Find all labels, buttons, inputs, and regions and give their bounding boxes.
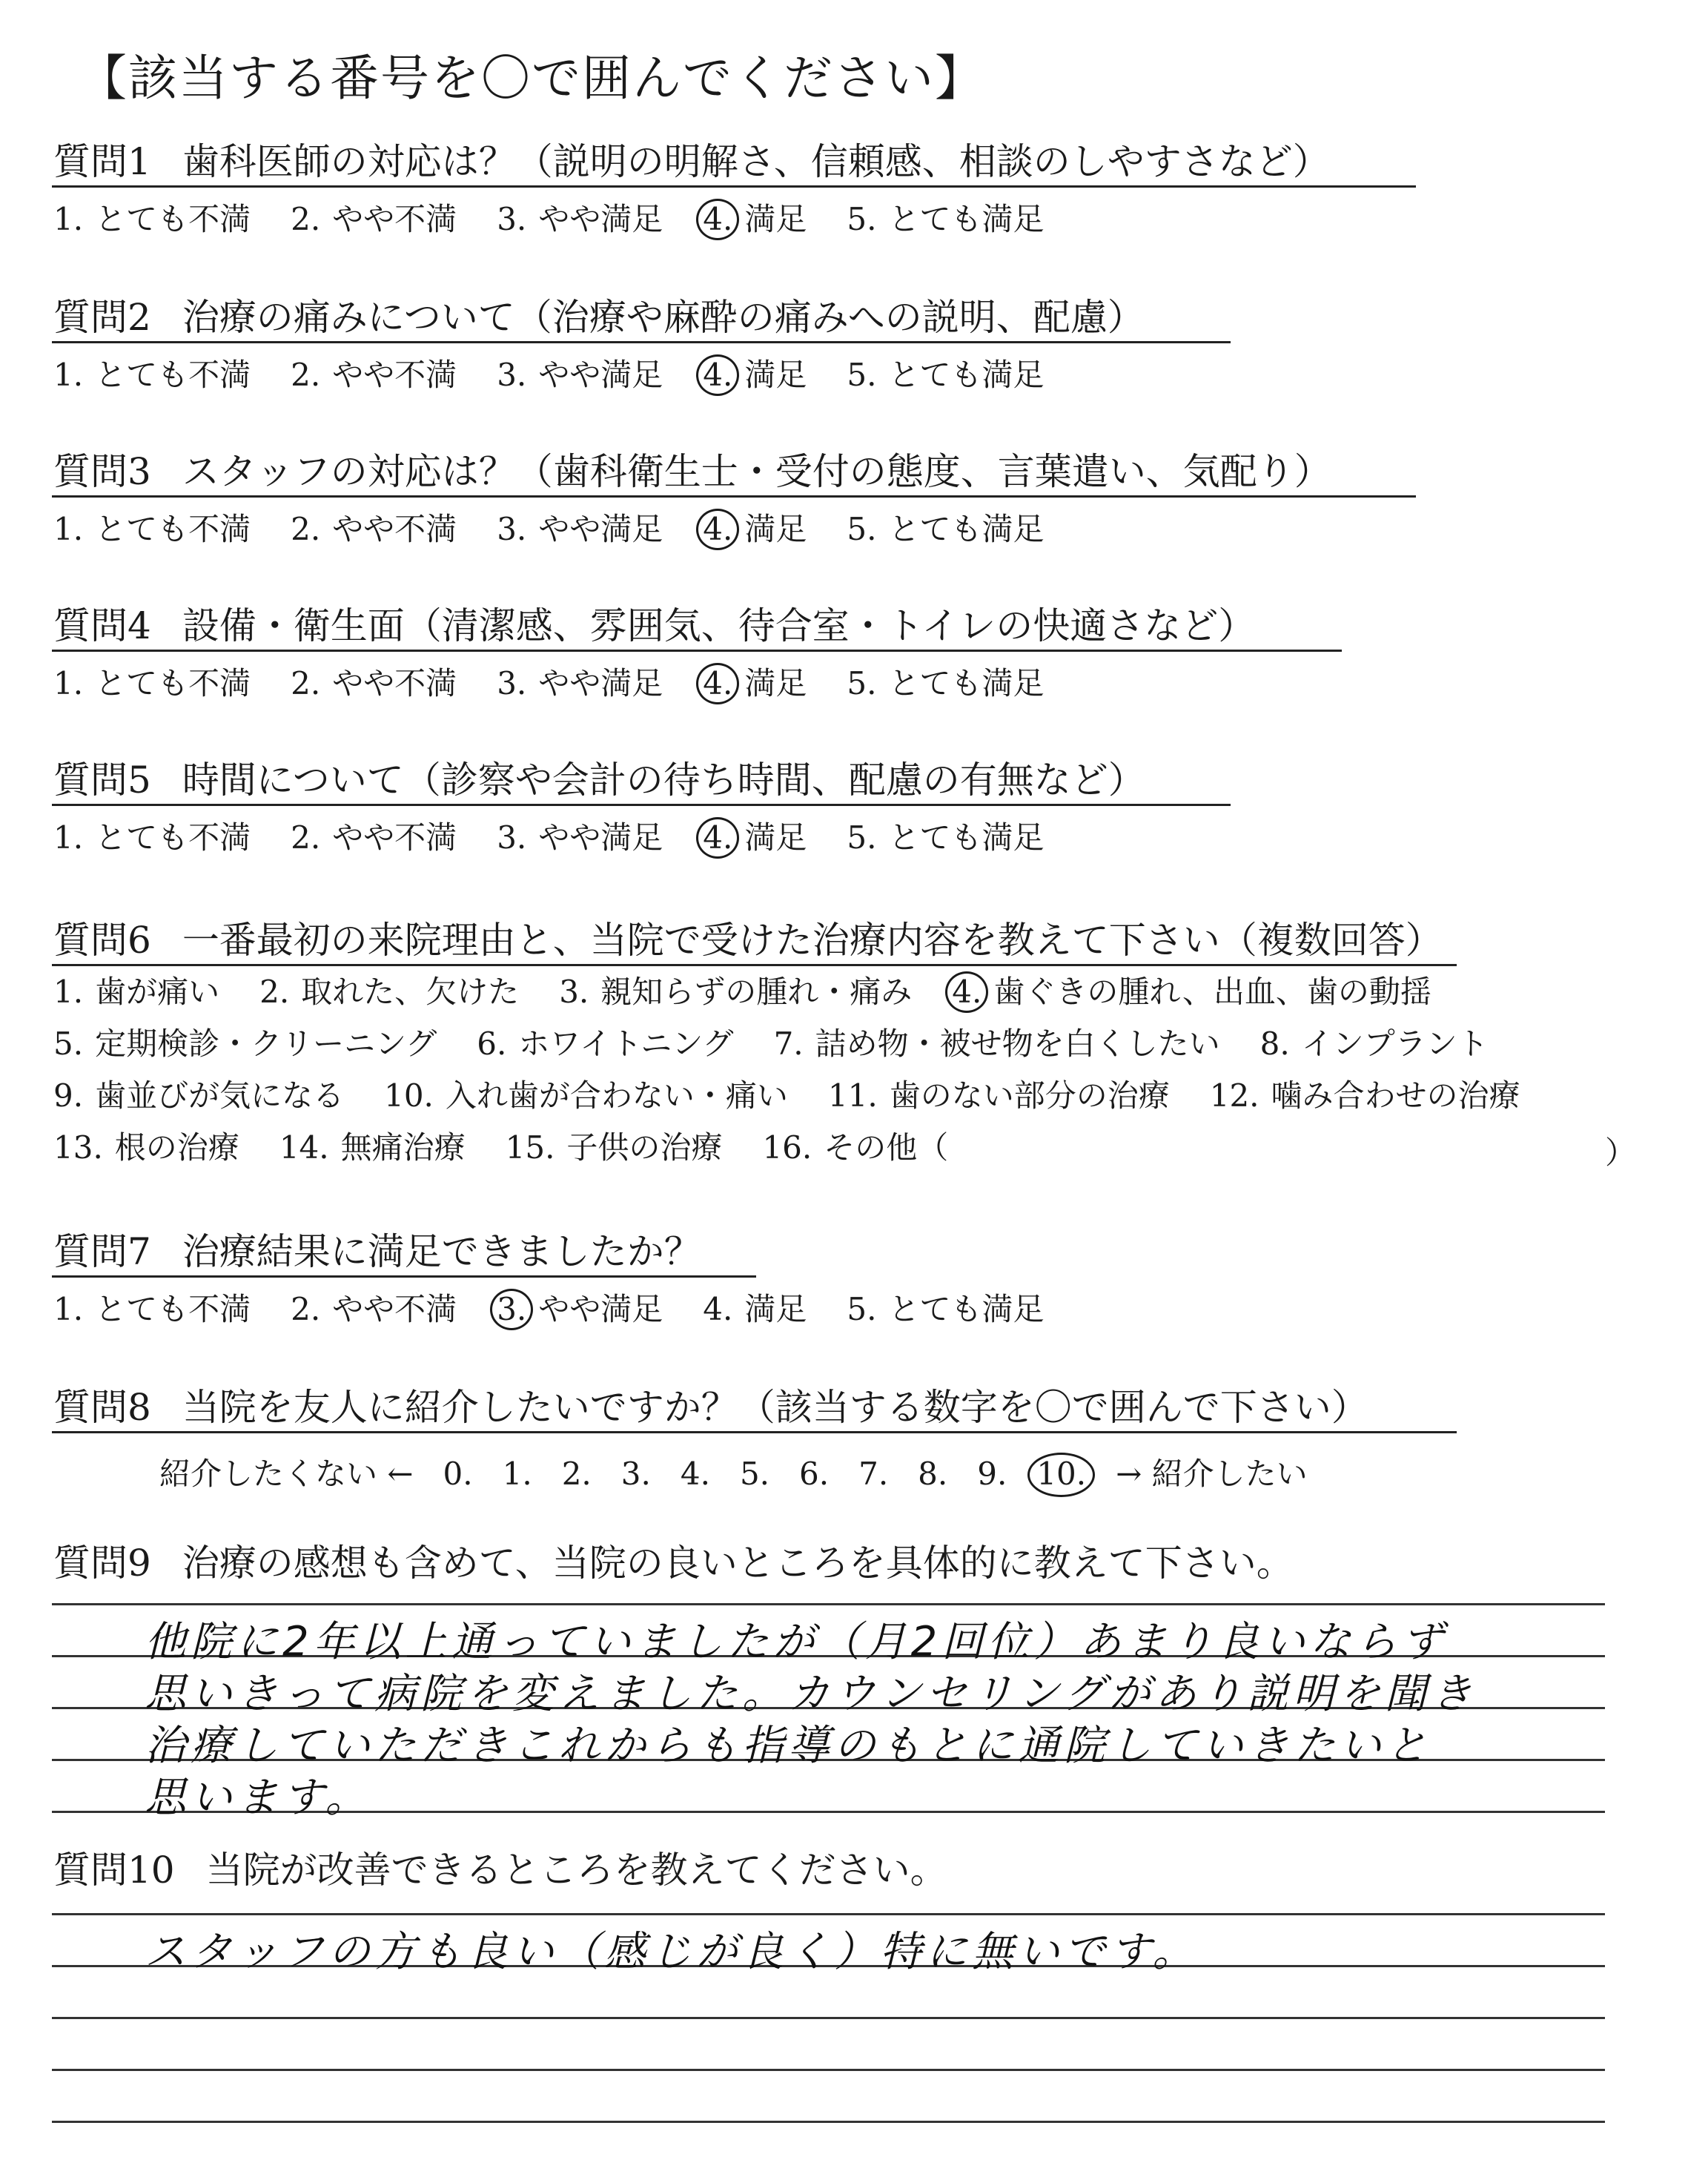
scale-value: 5. — [739, 1456, 770, 1492]
answer-line — [52, 2017, 1605, 2019]
rating-option: 4. 満足 — [703, 201, 807, 237]
q6-option: 6. ホワイトニング — [477, 1025, 734, 1062]
page-title: 【該当する番号を〇で囲んでください】 — [78, 50, 985, 107]
handwritten-answer: 治療していただきこれからも指導のもとに通院していきたいと — [145, 1722, 1431, 1770]
question-text: 歯科医師の対応は？（説明の明解さ、信頼感、相談のしやすさなど） — [182, 140, 1330, 183]
question-2-heading — [53, 295, 1145, 340]
option-number: 2. — [291, 1291, 321, 1327]
rating-option: 3. やや満足 — [497, 819, 663, 856]
q6-option: 11. 歯のない部分の治療 — [827, 1077, 1170, 1114]
rating-option: 2. やや不満 — [291, 201, 457, 237]
circled-number: 3. — [497, 1291, 527, 1327]
question-label: 質問3 — [53, 450, 151, 493]
q6-option: 12. 噛み合わせの治療 — [1209, 1077, 1520, 1114]
scale-value: 6. — [799, 1456, 830, 1492]
question-text: スタッフの対応は？（歯科衛生士・受付の態度、言葉遣い、気配り） — [182, 450, 1331, 493]
q10-heading — [53, 1848, 947, 1892]
option-number: 2. — [291, 511, 321, 547]
question-5-options — [53, 819, 1084, 857]
q6-option: 14. 無痛治療 — [279, 1129, 466, 1166]
option-number: 1. — [53, 974, 84, 1010]
option-number: 5. — [847, 201, 877, 237]
option-number: 14. — [279, 1129, 329, 1166]
option-number: 3. — [497, 819, 527, 856]
circled-number: 4. — [703, 511, 733, 547]
q6-option-row — [53, 973, 1472, 1011]
option-number: 1. — [53, 511, 84, 547]
q8-heading — [53, 1385, 1368, 1430]
option-number: 12. — [1209, 1077, 1260, 1114]
option-number: 15. — [505, 1129, 555, 1166]
rating-option: 4. 満足 — [703, 819, 807, 856]
rating-option: 1. とても不満 — [53, 357, 251, 393]
question-2-options — [53, 356, 1084, 394]
option-number: 16. — [762, 1129, 812, 1166]
q6-label: 質問6 — [53, 919, 151, 962]
scale-value: 10. — [1036, 1456, 1087, 1492]
answer-line — [52, 1913, 1605, 1915]
rating-option: 1. とても不満 — [53, 1291, 251, 1327]
rating-option: 2. やや不満 — [291, 357, 457, 393]
q6-option: 7. 詰め物・被せ物を白くしたい — [773, 1025, 1220, 1062]
question-text: 時間について（診察や会計の待ち時間、配慮の有無など） — [182, 759, 1145, 802]
option-number: 7. — [773, 1025, 804, 1062]
question-underline — [52, 341, 1231, 343]
circled-number: 4. — [703, 357, 733, 393]
option-number: 2. — [291, 357, 321, 393]
rating-option: 1. とても不満 — [53, 665, 251, 701]
rating-option: 2. やや不満 — [291, 511, 457, 547]
rating-option: 4. 満足 — [703, 357, 807, 393]
circled-number: 4. — [703, 819, 733, 856]
question-text: 設備・衛生面（清潔感、雰囲気、待合室・トイレの快適さなど） — [182, 604, 1256, 647]
question-label: 質問5 — [53, 759, 151, 802]
q8-scale — [159, 1450, 1337, 1494]
circled-number: 4. — [703, 665, 733, 701]
question-text: 治療の痛みについて（治療や麻酔の痛みへの説明、配慮） — [182, 296, 1145, 339]
q6-option: 16. その他（ — [762, 1129, 949, 1166]
answer-line — [52, 1603, 1605, 1605]
circled-number: 4. — [952, 974, 982, 1010]
question-4-options — [53, 664, 1084, 703]
question-label: 質問4 — [53, 604, 151, 647]
rating-option: 5. とても満足 — [847, 819, 1045, 856]
rating-option: 4. 満足 — [703, 1291, 807, 1327]
q6-option: 15. 子供の治療 — [505, 1129, 723, 1166]
question-4-heading — [53, 604, 1255, 648]
q6-option: 2. 取れた、欠けた — [259, 974, 520, 1010]
scale-value: 2. — [561, 1456, 592, 1492]
option-number: 1. — [53, 665, 84, 701]
option-number: 3. — [497, 665, 527, 701]
rating-option: 1. とても不満 — [53, 201, 251, 237]
q6-option-row — [53, 1129, 988, 1167]
q7-heading — [53, 1229, 701, 1274]
scale-left-label: 紹介したくない ← — [159, 1456, 414, 1492]
option-number: 13. — [53, 1129, 103, 1166]
option-number: 5. — [847, 819, 877, 856]
scale-right-label: → 紹介したい — [1116, 1456, 1308, 1492]
rating-option: 3. やや満足 — [497, 511, 663, 547]
option-number: 5. — [847, 665, 877, 701]
option-number: 3. — [559, 974, 589, 1010]
q6-heading — [53, 918, 1443, 962]
rating-option: 4. 満足 — [703, 665, 807, 701]
scale-value: 7. — [858, 1456, 889, 1492]
option-number: 2. — [291, 665, 321, 701]
q6-other-close: ） — [1605, 1135, 1637, 1171]
option-number: 8. — [1260, 1025, 1290, 1062]
option-number: 11. — [827, 1077, 878, 1114]
scale-value: 4. — [680, 1456, 710, 1492]
q6-option: 5. 定期検診・クリーニング — [53, 1025, 437, 1062]
option-number: 9. — [53, 1077, 84, 1114]
q6-option: 10. 入れ歯が合わない・痛い — [384, 1077, 788, 1114]
rating-option: 3. やや満足 — [497, 1291, 663, 1327]
q6-underline — [52, 964, 1457, 966]
rating-option: 5. とても満足 — [847, 511, 1045, 547]
option-number: 5. — [53, 1025, 84, 1062]
rating-option: 4. 満足 — [703, 511, 807, 547]
q6-option: 13. 根の治療 — [53, 1129, 239, 1166]
q6-option: 1. 歯が痛い — [53, 974, 220, 1010]
q6-option-row — [53, 1077, 1560, 1115]
q6-option: 4. 歯ぐきの腫れ、出血、歯の動揺 — [952, 974, 1431, 1010]
option-number: 5. — [847, 511, 877, 547]
q7-options — [53, 1290, 1084, 1329]
rating-option: 5. とても満足 — [847, 357, 1045, 393]
option-number: 3. — [497, 357, 527, 393]
rating-option: 1. とても不満 — [53, 511, 251, 547]
rating-option: 3. やや満足 — [497, 665, 663, 701]
q6-option-row — [53, 1025, 1529, 1063]
option-number: 5. — [847, 357, 877, 393]
rating-option: 2. やや不満 — [291, 665, 457, 701]
option-number: 4. — [703, 1291, 733, 1327]
scale-value: 9. — [977, 1456, 1007, 1492]
option-number: 5. — [847, 1291, 877, 1327]
option-number: 6. — [477, 1025, 507, 1062]
q10-label: 質問10 — [53, 1849, 175, 1892]
q9-label: 質問9 — [53, 1542, 151, 1585]
option-number: 10. — [384, 1077, 434, 1114]
rating-option: 1. とても不満 — [53, 819, 251, 856]
question-5-heading — [53, 758, 1145, 802]
scale-value: 3. — [620, 1456, 651, 1492]
option-number: 1. — [53, 201, 84, 237]
answer-line — [52, 2069, 1605, 2071]
option-number: 2. — [259, 974, 290, 1010]
handwritten-answer: 他院に2年以上通っていましたが（月2回位）あまり良いならず — [145, 1618, 1448, 1666]
question-underline — [52, 804, 1231, 806]
q9-heading — [53, 1541, 1294, 1585]
q6-text: 一番最初の来院理由と、当院で受けた治療内容を教えて下さい（複数回答） — [182, 919, 1443, 962]
question-label: 質問2 — [53, 296, 151, 339]
option-number: 2. — [291, 819, 321, 856]
q10-text: 当院が改善できるところを教えてください。 — [205, 1849, 947, 1892]
q7-underline — [52, 1275, 756, 1278]
q6-option: 9. 歯並びが気になる — [53, 1077, 345, 1114]
answer-line — [52, 2121, 1605, 2123]
rating-option: 5. とても満足 — [847, 1291, 1045, 1327]
handwritten-answer: 思います。 — [145, 1774, 371, 1822]
q6-option: 8. インプラント — [1260, 1025, 1489, 1062]
rating-option: 5. とても満足 — [847, 665, 1045, 701]
rating-option: 3. やや満足 — [497, 357, 663, 393]
question-3-options — [53, 510, 1084, 549]
question-3-heading — [53, 449, 1331, 494]
q7-text: 治療結果に満足できましたか？ — [182, 1230, 701, 1273]
q8-label: 質問8 — [53, 1386, 151, 1429]
question-underline — [52, 495, 1416, 498]
scale-value: 8. — [918, 1456, 948, 1492]
option-number: 1. — [53, 819, 84, 856]
question-underline — [52, 650, 1342, 652]
rating-option: 2. やや不満 — [291, 819, 457, 856]
option-number: 1. — [53, 357, 84, 393]
option-number: 3. — [497, 511, 527, 547]
option-number: 1. — [53, 1291, 84, 1327]
q8-underline — [52, 1431, 1457, 1433]
question-label: 質問1 — [53, 140, 151, 183]
option-number: 3. — [497, 201, 527, 237]
scale-value: 1. — [502, 1456, 532, 1492]
scale-value: 0. — [443, 1456, 473, 1492]
q6-option: 3. 親知らずの腫れ・痛み — [559, 974, 913, 1010]
q8-text: 当院を友人に紹介したいですか？（該当する数字を〇で囲んで下さい） — [182, 1386, 1368, 1429]
handwritten-answer: 思いきって病院を変えました。カウンセリングがあり説明を聞き — [145, 1670, 1477, 1718]
rating-option: 3. やや満足 — [497, 201, 663, 237]
circled-number: 4. — [703, 201, 733, 237]
question-underline — [52, 185, 1416, 188]
question-1-options — [53, 200, 1084, 239]
q7-label: 質問7 — [53, 1230, 151, 1273]
rating-option: 5. とても満足 — [847, 201, 1045, 237]
rating-option: 2. やや不満 — [291, 1291, 457, 1327]
question-1-heading — [53, 139, 1330, 184]
q9-text: 治療の感想も含めて、当院の良いところを具体的に教えて下さい。 — [182, 1542, 1294, 1585]
handwritten-answer: スタッフの方も良い（感じが良く）特に無いです。 — [145, 1928, 1199, 1976]
option-number: 2. — [291, 201, 321, 237]
